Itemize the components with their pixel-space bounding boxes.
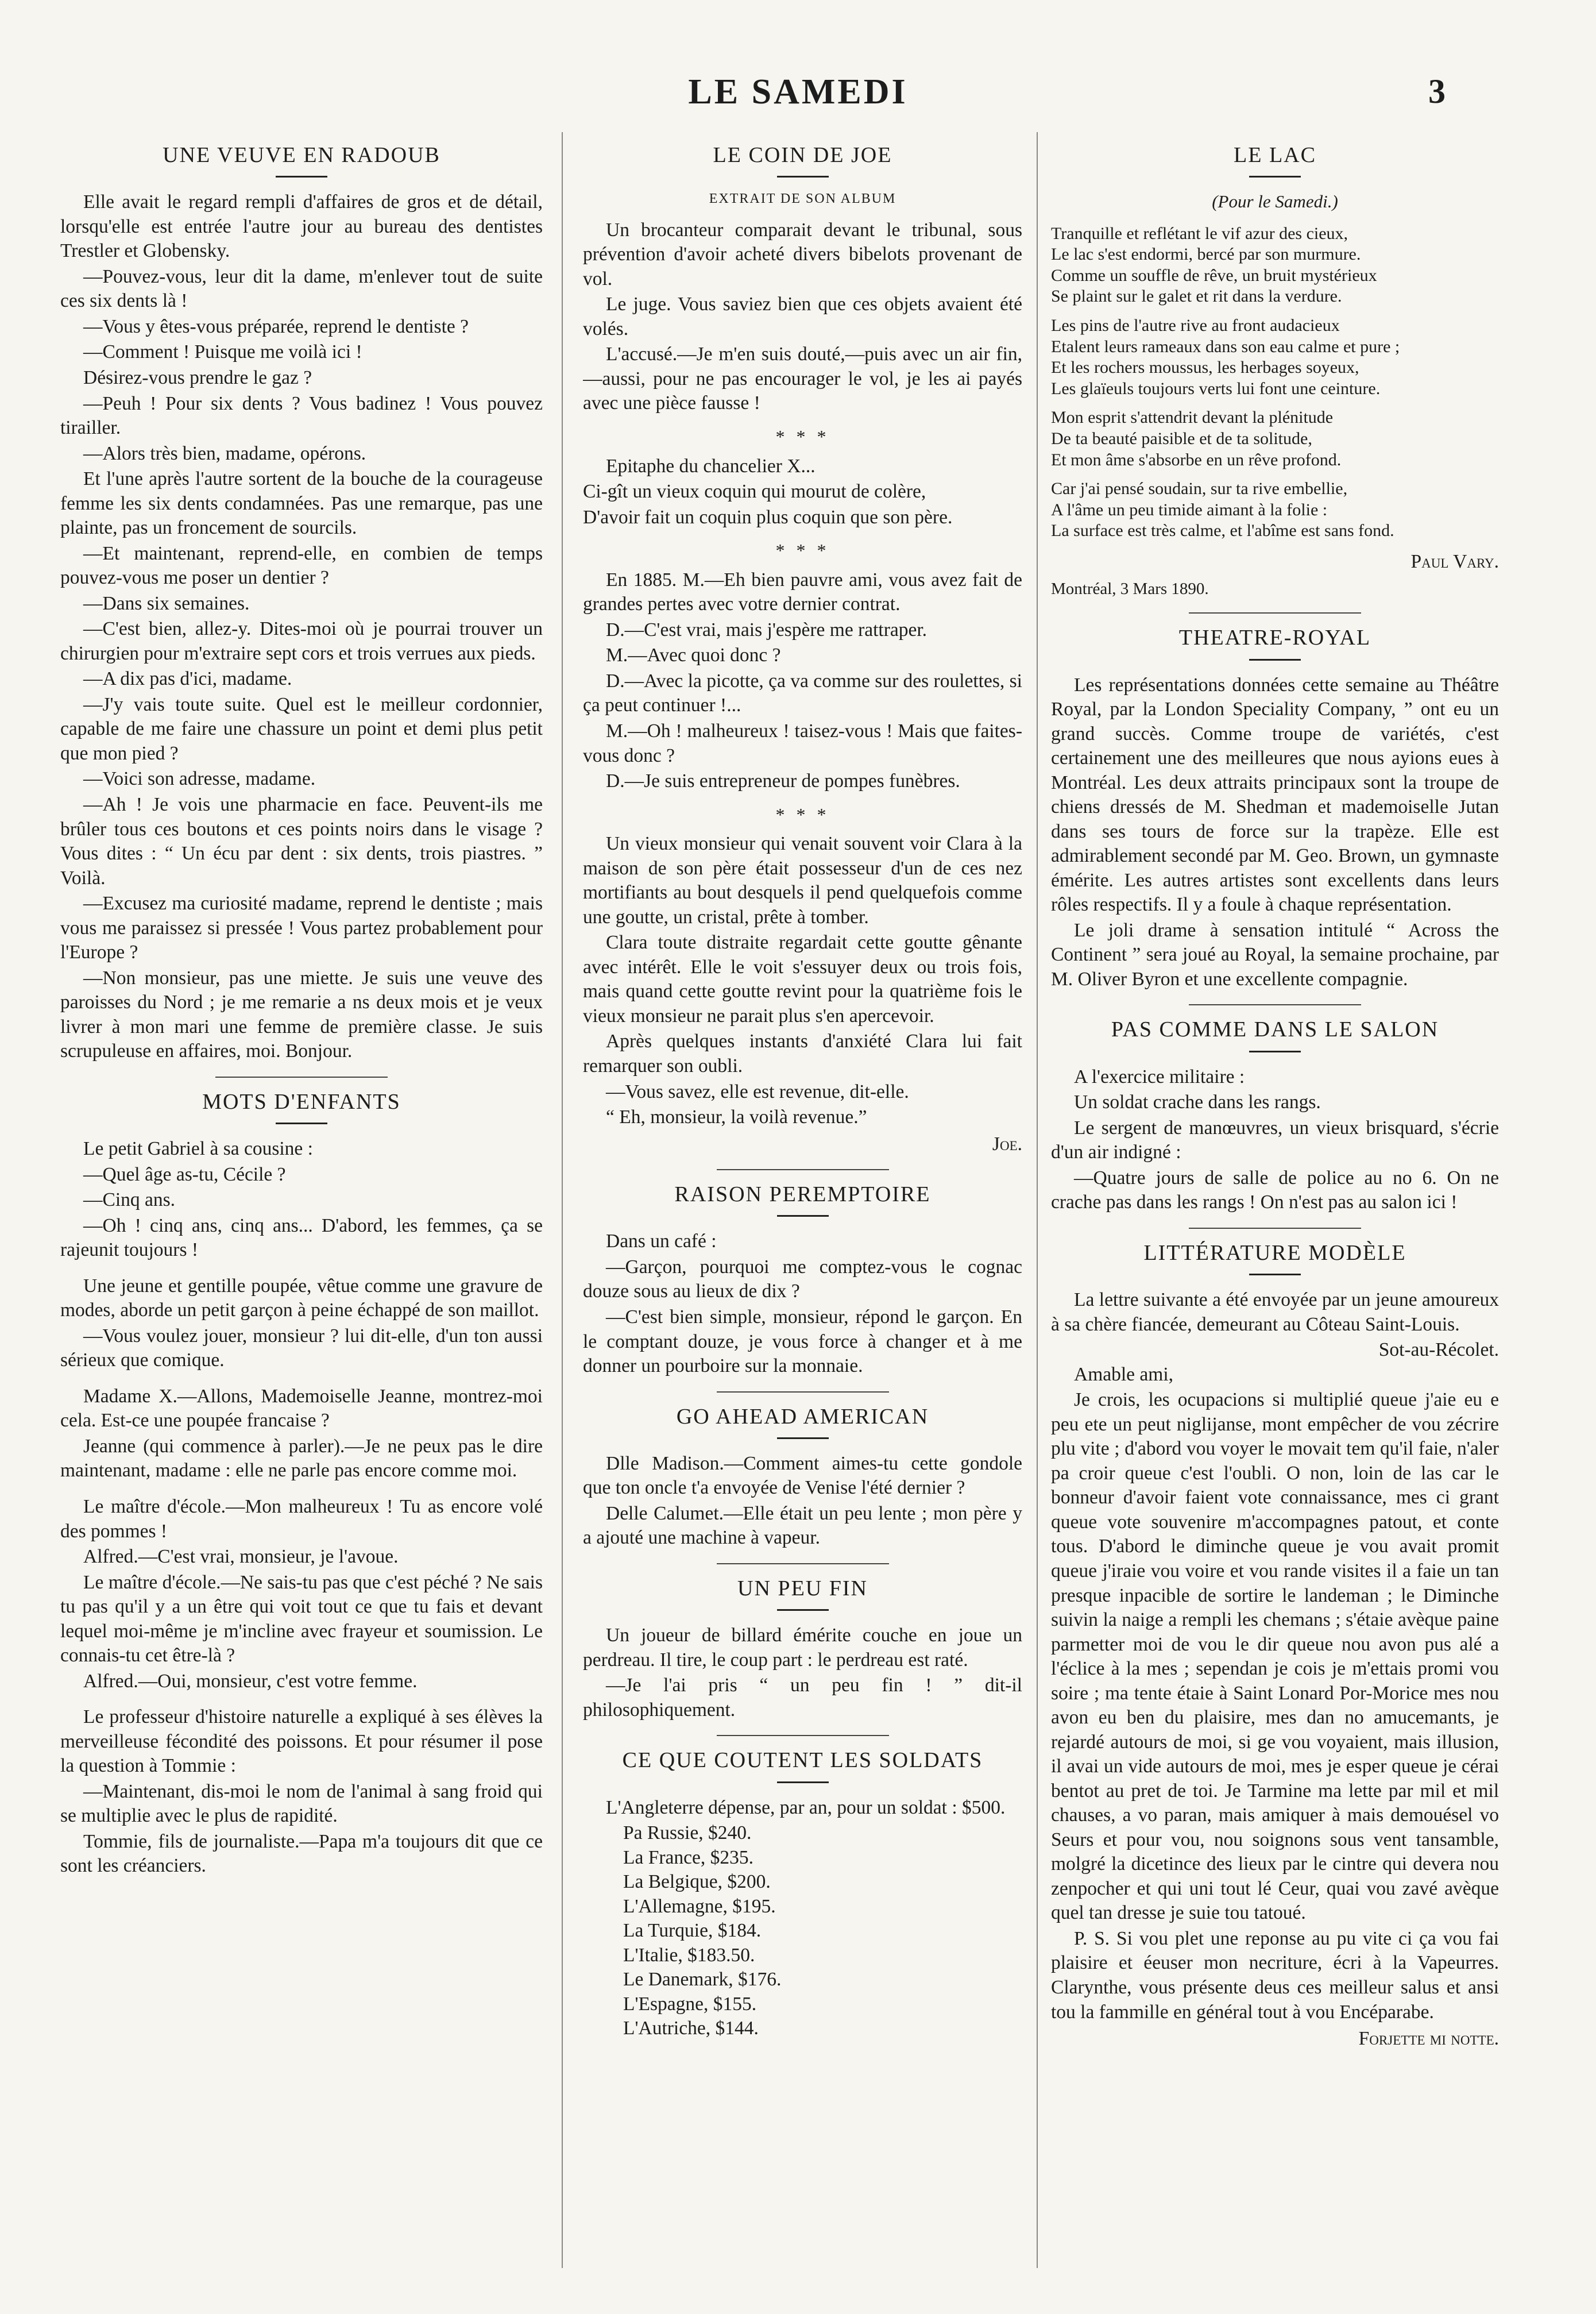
- paragraph: Un soldat crache dans les rangs.: [1074, 1092, 1321, 1113]
- article-title: CE QUE COUTENT LES SOLDATS: [622, 1748, 983, 1773]
- paragraph: —Quel âge as-tu, Cécile ?: [83, 1163, 286, 1185]
- verse-line: Les glaïeuls toujours verts lui font une ceinture.: [1051, 379, 1381, 398]
- list-item: Pa Russie, $240.: [623, 1822, 752, 1844]
- paragraph: Alfred.—C'est vrai, monsieur, je l'avoue.: [83, 1546, 399, 1568]
- paragraph: —Non monsieur, pas une miette. Je suis une veuve des paroisses du Nord ; je me remarie a ns deux mois et je veux livrer à mon mari une femme de première classe. Je suis scrupuleuse en affaires, moi. Bonjour.: [60, 967, 543, 1062]
- verse-line: Etalent leurs rameaux dans son eau calme et pure ;: [1051, 337, 1400, 356]
- poem-stanza: [1051, 407, 1499, 470]
- paragraph: Après quelques instants d'anxiété Clara lui fait remarquer son oubli.: [583, 1031, 1022, 1077]
- title-rule: [276, 176, 327, 178]
- letter-greeting: Amable ami,: [1074, 1363, 1174, 1385]
- article-end-rule: [717, 1391, 889, 1393]
- poem-stanza: [1051, 479, 1499, 542]
- paragraph: —Vous savez, elle est revenue, dit-elle.: [606, 1081, 909, 1102]
- dateline: Montréal, 3 Mars 1890.: [1051, 580, 1209, 599]
- article-body: [60, 190, 543, 1064]
- article-title: RAISON PEREMPTOIRE: [674, 1182, 931, 1207]
- article-title: LE COIN DE JOE: [713, 143, 892, 167]
- list-item: La Belgique, $200.: [623, 1871, 771, 1893]
- paragraph: Le sergent de manœuvres, un vieux brisquard, s'écrie d'un air indigné :: [1051, 1117, 1499, 1163]
- paragraph: Un joueur de billard émérite couche en joue un perdreau. Il tire, le coup part : le perdreau est raté.: [583, 1625, 1022, 1671]
- paragraph: —C'est bien simple, monsieur, répond le garçon. En le comptant douze, je vous force à changer et à me donner un pourboire sur la monnaie.: [583, 1306, 1022, 1377]
- title-rule: [1249, 659, 1301, 661]
- paragraph: M.—Oh ! malheureux ! taisez-vous ! Mais que faites-vous donc ?: [583, 720, 1022, 766]
- paragraph: Elle avait le regard rempli d'affaires de gros et de détail, lorsqu'elle est entrée l'autre jour au bureau des dentistes Trestler et Globensky.: [60, 191, 543, 262]
- title-rule: [276, 1123, 327, 1124]
- paragraph: —Pouvez-vous, leur dit la dame, m'enlever tout de suite ces six dents là !: [60, 265, 543, 312]
- verse-line: Tranquille et reflétant le vif azur des cieux,: [1051, 223, 1348, 243]
- letter-signature: Forjette mi notte.: [1358, 2028, 1499, 2050]
- paragraph: Le professeur d'histoire naturelle a expliqué à ses élèves la merveilleuse fécondité des poissons. Et pour résumer il pose la question à Tommie :: [60, 1706, 543, 1777]
- column-middle: [583, 132, 1022, 2280]
- paragraph: Epitaphe du chancelier X...: [606, 455, 816, 477]
- verse-line: Car j'ai pensé soudain, sur ta rive embellie,: [1051, 479, 1348, 499]
- paragraph: —Ah ! Je vois une pharmacie en face. Peuvent-ils me brûler tous ces boutons et ces points noirs dans le visage ? Vous dites : “ Un écu par dent : six dents, trois piastres. ” Voilà.: [60, 794, 543, 889]
- column-divider: [1037, 132, 1038, 2268]
- article-title: GO AHEAD AMERICAN: [676, 1404, 929, 1429]
- article-title: UNE VEUVE EN RADOUB: [163, 143, 440, 167]
- article-title: PAS COMME DANS LE SALON: [1111, 1017, 1439, 1042]
- title-rule: [777, 1609, 829, 1611]
- paragraph: —Cinq ans.: [83, 1189, 176, 1211]
- article-subtitle: EXTRAIT DE SON ALBUM: [709, 191, 896, 207]
- list-item: L'Espagne, $155.: [623, 1993, 757, 2015]
- list-item: Le Danemark, $176.: [623, 1969, 782, 1991]
- paragraph: —Peuh ! Pour six dents ? Vous badinez ! Vous pouvez tirailler.: [60, 392, 543, 439]
- paragraph: La lettre suivante a été envoyée par un jeune amoureux à sa chère fiancée, demeurant au Côteau Saint-Louis.: [1051, 1289, 1499, 1335]
- page-number: 3: [1428, 72, 1446, 110]
- list-item: La Turquie, $184.: [623, 1920, 762, 1942]
- article-end-rule: [1189, 1228, 1361, 1229]
- verse-line: Mon esprit s'attendrit devant la plénitude: [1051, 408, 1334, 427]
- paragraph: Désirez-vous prendre le gaz ?: [83, 367, 312, 388]
- paragraph: Et l'une après l'autre sortent de la bouche de la courageuse femme les six dents condamnées. Pas une remarque, pas une plainte, pas un froncement de sourcils.: [60, 468, 543, 539]
- article-title: UN PEU FIN: [737, 1576, 868, 1600]
- paragraph: Le juge. Vous saviez bien que ces objets avaient été volés.: [583, 294, 1022, 340]
- title-rule: [777, 1437, 829, 1439]
- paragraph: Un brocanteur comparait devant le tribunal, sous prévention d'avoir acheté divers bibelots provenant de vol.: [583, 219, 1022, 290]
- article-end-rule: [1189, 1004, 1361, 1005]
- paragraph: —C'est bien, allez-y. Dites-moi où je pourrai trouver un chirurgien pour m'extraire sept cors et trois verrues aux pieds.: [60, 618, 543, 664]
- paragraph: —Vous y êtes-vous préparée, reprend le dentiste ?: [83, 315, 469, 337]
- title-rule: [1249, 176, 1301, 178]
- article-end-rule: [717, 1169, 889, 1170]
- masthead-title: LE SAMEDI: [688, 72, 908, 111]
- verse-line: De ta beauté paisible et de ta solitude,: [1051, 429, 1312, 448]
- author-signature: Joe.: [992, 1133, 1022, 1155]
- paragraph: Les représentations données cette semaine au Théâtre Royal, par la London Speciality Company, ” ont eu un grand succès. Comme troupe de variétés, c'est certainement une des meilleures que nous ayions eues à Montréal. Les deux attraits principaux sont la troupe de chiens dressés de M. Shedman et mademoiselle Jutan dans ses tours de force sur la trapèze. Elle est admirablement secondé par M. Geo. Brown, un gymnaste émérite. Les autres artistes sont excellents dans leurs rôles respectifs. Il y a foule à chaque représentation.: [1051, 674, 1499, 916]
- paragraph: D.—Avec la picotte, ça va comme sur des roulettes, si ça peut continuer !...: [583, 670, 1022, 716]
- paragraph: Je crois, les ocupacions si multiplié queue j'aie eu e peu ete un peut niglijanse, mont empêcher de vou zécrire plu vite ; d'abord vou voyer le movait tem qu'il faie, n'aler pa croir queue c'est l'oubli. O non, loin de las car le bonneur d'avoir faient vote connaissance, mes ci grant queue vote souvenire m'accompagnes patout, et conte tous. D'abord le diminche queue je vou avait promit queue j'iraie vou voire et vou rande visites il a faie un tan presque inpacible de sortire le landeman ; le Diminche suivin la naige a rempli les chemans ; s'étaie avèque paine parmetter moi de vou le dir queue nou avon pus alé a l'éclice à la mes ; sependan je cois je m'ettais promi vou soire ; ma tente étaie à Saint Lonard Por-Morice mes nou avon eu ben du plaisire, mes dan no amucemants, je rejardé autours de moi, si ge vou voyaient, mais illusion, il avai un vide autours de moi, mes je esper queue je cérai bentot au pret de toi. Je Tarmine ma lette par mil et mil chauses, a vo paran, mais amiquer à mais demouésel vo Seurs et pour vou, nou soignons sous vent tansamble, molgré la dicetince des lieux par le cintre qui devera nou zenpocher et qui uni tout lé Ceur, quai vou zavé avèque quel tan dresse je suie tou tatoué.: [1051, 1389, 1499, 1924]
- column-divider: [562, 132, 563, 2268]
- paragraph: Le petit Gabriel à sa cousine :: [83, 1138, 313, 1160]
- paragraph: M.—Avec quoi donc ?: [606, 645, 781, 666]
- paragraph: Le joli drame à sensation intitulé “ Across the Continent ” sera joué au Royal, la semaine prochaine, par M. Oliver Byron et une excellente compagnie.: [1051, 919, 1499, 990]
- verse-line: A l'âme un peu timide aimant à la folie :: [1051, 500, 1328, 519]
- paragraph: —Maintenant, dis-moi le nom de l'animal à sang froid qui se multiplie avec le plus de rapidité.: [60, 1780, 543, 1827]
- asterism: * * *: [775, 426, 830, 447]
- letter-place: Sot-au-Récolet.: [1378, 1339, 1499, 1361]
- paragraph: —A dix pas d'ici, madame.: [83, 668, 292, 690]
- page-header: [0, 72, 1596, 124]
- list-item: La France, $235.: [623, 1846, 753, 1868]
- list-item: L'Autriche, $144.: [623, 2018, 759, 2039]
- title-rule: [1249, 1051, 1301, 1052]
- article-title: LITTÉRATURE MODÈLE: [1143, 1240, 1406, 1265]
- list-item: L'Allemagne, $195.: [623, 1895, 776, 1917]
- verse-line: D'avoir fait un coquin plus coquin que son père.: [583, 506, 953, 528]
- paragraph: Tommie, fils de journaliste.—Papa m'a toujours dit que ce sont les créanciers.: [60, 1830, 543, 1877]
- paragraph: —Alors très bien, madame, opérons.: [83, 442, 366, 464]
- paragraph: Dans un café :: [606, 1231, 717, 1252]
- paragraph: Dlle Madison.—Comment aimes-tu cette gondole que ton oncle t'a envoyée de Venise l'été dernier ?: [583, 1452, 1022, 1499]
- article-title: LE LAC: [1234, 143, 1316, 167]
- article-title: MOTS D'ENFANTS: [202, 1089, 401, 1114]
- paragraph: Une jeune et gentille poupée, vêtue comme une gravure de modes, aborde un petit garçon à peine échappé de son maillot.: [60, 1275, 543, 1321]
- title-rule: [777, 176, 829, 178]
- asterism: * * *: [775, 540, 830, 561]
- verse-line: Et mon âme s'absorbe en un rêve profond.: [1051, 450, 1342, 469]
- paragraph: —Voici son adresse, madame.: [83, 768, 316, 790]
- article-end-rule: [717, 1735, 889, 1736]
- paragraph: L'Angleterre dépense, par an, pour un soldat : $500.: [606, 1796, 1006, 1818]
- paragraph: L'accusé.—Je m'en suis douté,—puis avec un air fin,—aussi, pour ne pas encourager le vol, je les ai payés avec une pièce fausse !: [583, 344, 1022, 414]
- paragraph: Delle Calumet.—Elle était un peu lente ; mon père y a ajouté une machine à vapeur.: [583, 1502, 1022, 1549]
- article-title: THEATRE-ROYAL: [1178, 626, 1371, 650]
- paragraph: D.—Je suis entrepreneur de pompes funèbres.: [606, 770, 960, 792]
- article-end-rule: [717, 1563, 889, 1564]
- paragraph: Le maître d'école.—Ne sais-tu pas que c'est péché ? Ne sais tu pas qu'il y a un être qui voit tout ce que tu fais et devant lequel moi-même je m'incline avec frayeur et soumission. Le connais-tu cet être-là ?: [60, 1571, 543, 1667]
- paragraph: En 1885. M.—Eh bien pauvre ami, vous avez fait de grandes pertes avec votre dernier contrat.: [583, 569, 1022, 615]
- paragraph: —Dans six semaines.: [83, 592, 250, 614]
- paragraph: A l'exercice militaire :: [1074, 1066, 1245, 1087]
- poem-dedication: (Pour le Samedi.): [1212, 191, 1338, 212]
- title-rule: [777, 1781, 829, 1783]
- title-rule: [777, 1215, 829, 1217]
- paragraph: —Oh ! cinq ans, cinq ans... D'abord, les femmes, ça se rajeunit toujours !: [60, 1214, 543, 1261]
- paragraph: —Excusez ma curiosité madame, reprend le dentiste ; mais vous me paraissez si pressée ! Vous partez probablement pour l'Europe ?: [60, 893, 543, 963]
- verse-line: La surface est très calme, et l'abîme est sans fond.: [1051, 521, 1394, 541]
- paragraph: Clara toute distraite regardait cette goutte gênante avec intérêt. Elle le voit s'essuyer deux ou trois fois, mais quand cette goutte revint pour la quatrième fois le vieux monsieur ne parait plus s'en apercevoir.: [583, 932, 1022, 1027]
- column-right: [1051, 132, 1499, 2280]
- article-end-rule: [1189, 612, 1361, 614]
- paragraph: —Comment ! Puisque me voilà ici !: [83, 341, 362, 363]
- verse-line: Et les rochers moussus, les herbages soyeux,: [1051, 358, 1359, 377]
- cost-list: [623, 1821, 1022, 2041]
- paragraph: Madame X.—Allons, Mademoiselle Jeanne, montrez-moi cela. Est-ce une poupée francaise ?: [60, 1385, 543, 1432]
- paragraph: “ Eh, monsieur, la voilà revenue.”: [606, 1106, 867, 1128]
- verse-line: Comme un souffle de rêve, un bruit mystérieux: [1051, 265, 1377, 285]
- paragraph: Un vieux monsieur qui venait souvent voir Clara à la maison de son père était possesseur d'un de ces nez mortifiants au bout desquels il pend quelquefois comme une goutte, un cristal, prête à tomber.: [583, 833, 1022, 928]
- verse-line: Le lac s'est endormi, bercé par son murmure.: [1051, 245, 1361, 264]
- paragraph: —J'y vais toute suite. Quel est le meilleur cordonnier, capable de me faire une chassure un point et demi plus petit que mon pied ?: [60, 693, 543, 764]
- asterism: * * *: [775, 804, 830, 825]
- verse-line: Les pins de l'autre rive au front audacieux: [1051, 315, 1340, 335]
- paragraph: —Et maintenant, reprend-elle, en combien de temps pouvez-vous me poser un dentier ?: [60, 542, 543, 589]
- list-item: L'Italie, $183.50.: [623, 1944, 755, 1966]
- paragraph: P. S. Si vou plet une reponse au pu vite ci ça vou fai plaisire et éeuser mon necriture, écri à la Vapeurres. Clarynthe, vous présente deus ces meilleur salus et ansi tou la fammille en général tout à vou Encéparabe.: [1051, 1927, 1499, 2023]
- poem-stanza: [1051, 223, 1499, 307]
- paragraph: Jeanne (qui commence à parler).—Je ne peux pas le dire maintenant, madame : elle ne parle pas encore comme moi.: [60, 1435, 543, 1482]
- column-left: [60, 132, 543, 2280]
- article-end-rule: [215, 1077, 388, 1078]
- paragraph: Le maître d'école.—Mon malheureux ! Tu as encore volé des pommes !: [60, 1496, 543, 1542]
- paragraph: Alfred.—Oui, monsieur, c'est votre femme.: [83, 1670, 418, 1692]
- poem-stanza: [1051, 315, 1499, 399]
- paragraph: —Garçon, pourquoi me comptez-vous le cognac douze sous au lieux de dix ?: [583, 1256, 1022, 1302]
- verse-line: Se plaint sur le galet et rit dans la verdure.: [1051, 287, 1342, 306]
- paragraph: —Quatre jours de salle de police au no 6. On ne crache pas dans les rangs ! On n'est pas au salon ici !: [1051, 1167, 1499, 1213]
- verse-line: Ci-gît un vieux coquin qui mourut de colère,: [583, 481, 926, 503]
- paragraph: —Vous voulez jouer, monsieur ? lui dit-elle, d'un ton aussi sérieux que comique.: [60, 1325, 543, 1371]
- title-rule: [1249, 1274, 1301, 1275]
- paragraph: —Je l'ai pris “ un peu fin ! ” dit-il philosophiquement.: [583, 1675, 1022, 1721]
- paragraph: D.—C'est vrai, mais j'espère me rattraper.: [606, 619, 928, 641]
- article-body: [60, 1137, 543, 1879]
- author-signature: Paul Vary.: [1410, 550, 1499, 572]
